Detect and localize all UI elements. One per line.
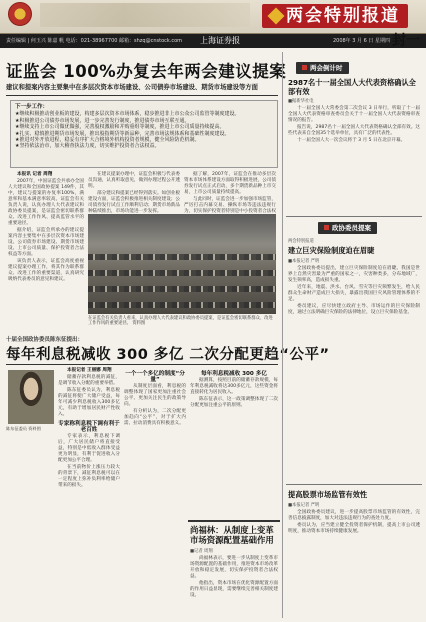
paragraph: 近年来，地震、洪水、台风、雪灾等巨灾频繁发生，给人民群众生命财产造成巨大损失，暴露出我国巨灾风险管理体系的不足。 <box>288 285 420 302</box>
sidebar-header-countdown: 两会倒计时 <box>296 62 349 74</box>
paragraph: 2007年，中国证监会共承办全国人大建议和全国政协提案 149件，其中，建议与提案的办复率100%，满意率和基本满意率较高。证监会有关负责人说，认真办理人大代表建议和政协委员提案，是证监会密切联系群众、改进工作作风、提高监管水平的重要途径。 <box>8 179 84 226</box>
photo-row <box>88 254 276 260</box>
lead-headline: 证监会 100%办复去年两会建议提案 <box>6 62 287 81</box>
summary-line: ★积极推进公司债券市场发展，进一步完善发行制度，推进债券市场互联互通。 <box>15 117 190 124</box>
divider <box>286 216 422 217</box>
paragraph: 该负责人表示，证监会高度重视建议提案办理工作，将其作为联系群众、改进工作的重要渠道，认真研究吸纳代表委员的意见和建议。 <box>8 259 84 282</box>
photo-row <box>88 286 276 292</box>
summary-line: ★继续积极推动创业板的建设，构建多层次资本市场体系，稳步推进非上市公众公司监管等制度建设。 <box>15 111 240 118</box>
paragraph: 部分建议和提案已经得到落实。如创业板建设方面，证监会积极推进相关制度建设；公司债券发行试点工作顺利启动；期货市场新品种陆续推出，市场功能进一步发挥。 <box>88 191 180 214</box>
subsection-heading: 专家称利息税下调有利于老百姓 <box>58 421 120 433</box>
photo-caption: 在证监会有关负责人看来，认真办理人大代表建议和政协委员提案，是证监会密切联系群众、改进工作作风的重要途径。 资料图 <box>88 316 273 327</box>
divider <box>286 484 422 485</box>
sidebar-column-2 <box>288 266 420 478</box>
paragraph: 在当前物价上涨压力较大的背景下，减征利息税可以在一定程度上弥补负利率给储户带来的损失。 <box>58 465 120 488</box>
paragraph: 从制度层面看，利息税的调整体现了国家更加注重社会公平、更加关注民生的政策导向。 <box>124 384 186 407</box>
cube-icon <box>268 8 285 25</box>
special-section-title: 两会特别报道 <box>262 4 408 28</box>
editor-info: 责任编辑 | 何玉兴 陈嘉 帆 电话：021-38967700 邮箱：shzq@cnstock.com <box>6 38 183 44</box>
paragraph: 十一届全国人大常委会第二次会议 3 日举行，听取了十一届全国人大代表资格审查委员会关于十一届全国人大代表资格审查情况的报告。 <box>288 106 420 123</box>
date-edition: 2008年 3 月 6 日 星期四 <box>332 38 390 44</box>
sidebar-title-3: 提高股票市场监管有效性 <box>288 490 368 499</box>
meta-strip <box>0 34 426 48</box>
summary-line: ★推进对外开放进程，稳妥有序扩大合格境外机构投资者规模，健全风险防范机制。 <box>15 137 200 144</box>
paragraph: 全国政协委员建议，进一步提高股票市场监管的有效性，完善信息披露制度，加大对违法违规行为的查处力度。 <box>288 510 420 521</box>
page-label: 封一 <box>392 33 420 49</box>
divider <box>6 95 278 96</box>
paragraph: 他指出，资本市场在优化资源配置方面的作用日益显现，需要继续完善相关制度建设。 <box>190 581 278 598</box>
banner-image <box>40 3 250 27</box>
summary-line: ★继续支持上市公司做优做强，完善股权激励和并购重组等制度，推进上市公司质量持续提高。 <box>15 124 225 131</box>
paragraph: 尚福林表示，要进一步从制度上变革市场资源配置的基础作用，推进资本市场改革开放和稳定发展，切实保护投资者合法权益。 <box>190 556 278 579</box>
sidebar-kicker-2: 两会特别报道 <box>288 239 314 244</box>
lead-column-3 <box>184 172 276 212</box>
sidebar-column-1 <box>288 106 420 210</box>
sidebar-source-3: ■本报记者 严明 <box>288 503 320 508</box>
sidebar-column-3 <box>288 510 420 616</box>
paragraph: 委员建议，应尽快建立政府主导、市场运作的巨灾保险制度，通过立法明确巨灾保险的法律地位，设立巨灾保险基金。 <box>288 304 420 315</box>
bottom-source: ■记者 周翔 <box>190 549 213 554</box>
lead-column-2 <box>88 172 180 212</box>
sidebar-source-2: ■本报记者 严明 <box>288 259 320 264</box>
portrait-photo <box>8 370 54 424</box>
portrait-caption: 陈东征委员 资料图 <box>6 426 41 431</box>
photo-row <box>88 270 276 276</box>
sidebar-source-1: ■据新华社电 <box>288 99 314 104</box>
subsection-heading: 每年利息税减收 300 多亿 <box>201 371 267 377</box>
lead-column-1 <box>8 172 84 330</box>
paragraph: 报告说，2987名十一届全国人大代表资格确认全部有效。这些代表来自全国35个选举单位，具有广泛的代表性。 <box>288 125 420 136</box>
bottom-headline: 尚福林：从制度上变革 市场资源配置基础作用 <box>190 525 274 545</box>
bullet-icon <box>302 65 307 70</box>
masthead-banner <box>0 0 426 34</box>
paragraph: 有分析认为，二次分配更加趋向“公平”，对于扩大内需、拉动消费具有积极意义。 <box>124 409 186 426</box>
summary-box <box>10 100 278 168</box>
divider <box>6 364 278 365</box>
second-column-3 <box>190 368 278 516</box>
paragraph: 据了解，2007年，证监会在推动多层次资本市场体系建设方面取得积极进展，公司债券发行试点正式启动，多个期货新品种上市交易，上市公司质量持续提高。 <box>184 172 276 195</box>
summary-line: ★扎实、稳慎推进期货市场发展，推出股指期货等新品种，完善市场法规体系和基础性制度建设。 <box>15 130 230 137</box>
byline: 本报讯 记者 周翔 <box>17 172 53 177</box>
paper-name: 上海证券报 <box>200 36 240 45</box>
paragraph: 与此同时，证监会进一步加强市场监管，严厉打击内幕交易、操纵市场等违法违规行为，切实保护投资者特别是中小投资者合法权 <box>184 197 276 214</box>
lead-photo <box>88 214 276 314</box>
emblem-icon <box>8 2 32 26</box>
lead-subhead: 建议和提案内容主要集中在多层次资本市场建设、公司债券市场建设、期货市场建设等方面 <box>6 84 258 91</box>
paragraph: 储蓄存款利息税的减征，是调节收入分配的重要举措。 <box>58 375 120 386</box>
summary-line: ★坚持依法治市，加大稽查执法力度，切实维护投资者合法权益。 <box>15 143 160 150</box>
second-column-2 <box>124 368 186 618</box>
byline: 本报记者 王丽娜 周翔 <box>67 368 112 373</box>
bottom-column <box>190 556 278 616</box>
paragraph: 陈东征委员认为，利息税的减征将使广大储户受益，每年可减少利息税收入300多亿元，有助于增加居民财产性收入。 <box>58 388 120 417</box>
sidebar-title-2: 建立巨灾保险制度迫在眉睫 <box>288 246 375 255</box>
paragraph: 陈东征表示，这一政策调整体现了二次分配更加注重公平的原则。 <box>190 397 278 408</box>
second-headline: 每年利息税减收 300 多亿 二次分配更趋“公平” <box>6 347 330 363</box>
sidebar-header-proposals: 政协委员提案 <box>318 222 377 234</box>
second-column-1 <box>58 368 120 618</box>
photo-row <box>88 302 276 308</box>
paragraph: 在建议提案办理中，证监会积极与代表委员沟通，认真听取意见，做到办理过程公开透明。 <box>88 172 180 189</box>
paragraph: 据介绍，证监会所承办的建议提案内容主要集中在多层次资本市场建设、公司债券市场建设、期货市场建设、上市公司质量、保护投资者合法权益等方面。 <box>8 228 84 257</box>
summary-title: 下一步工作： <box>15 104 49 110</box>
paragraph: 十一届全国人大一次会议将于 3 月 5 日在北京开幕。 <box>297 138 406 143</box>
paragraph: 据测算，按照目前的储蓄存款规模，每年利息税减收将达300多亿元，这些资金将直接转化为居民收入。 <box>190 378 278 395</box>
paragraph: 委员认为，应当建立健全投资者保护机制，提高上市公司透明度，推动资本市场持续健康发展。 <box>288 523 420 534</box>
sidebar-title-1: 2987名十一届全国人大代表资格确认全部有效 <box>288 78 416 96</box>
paragraph: 专家表示，利息税下调后，广大居民储户将直接受益，特别是中低收入群体受益更为明显，有利于促进收入分配更加公平合理。 <box>58 434 120 463</box>
paragraph: 全国政协委员提出，建立巨灾保险制度迫在眉睫。我国是世界上自然灾害最为严重的国家之一，灾害种类多，分布地域广，发生频率高，造成损失重。 <box>288 266 420 283</box>
subsection-heading: 一个一个多亿的制度“分量” <box>125 371 185 383</box>
bullet-icon <box>324 225 329 230</box>
second-kicker: 十届全国政协委员陈东征提出： <box>6 337 84 343</box>
